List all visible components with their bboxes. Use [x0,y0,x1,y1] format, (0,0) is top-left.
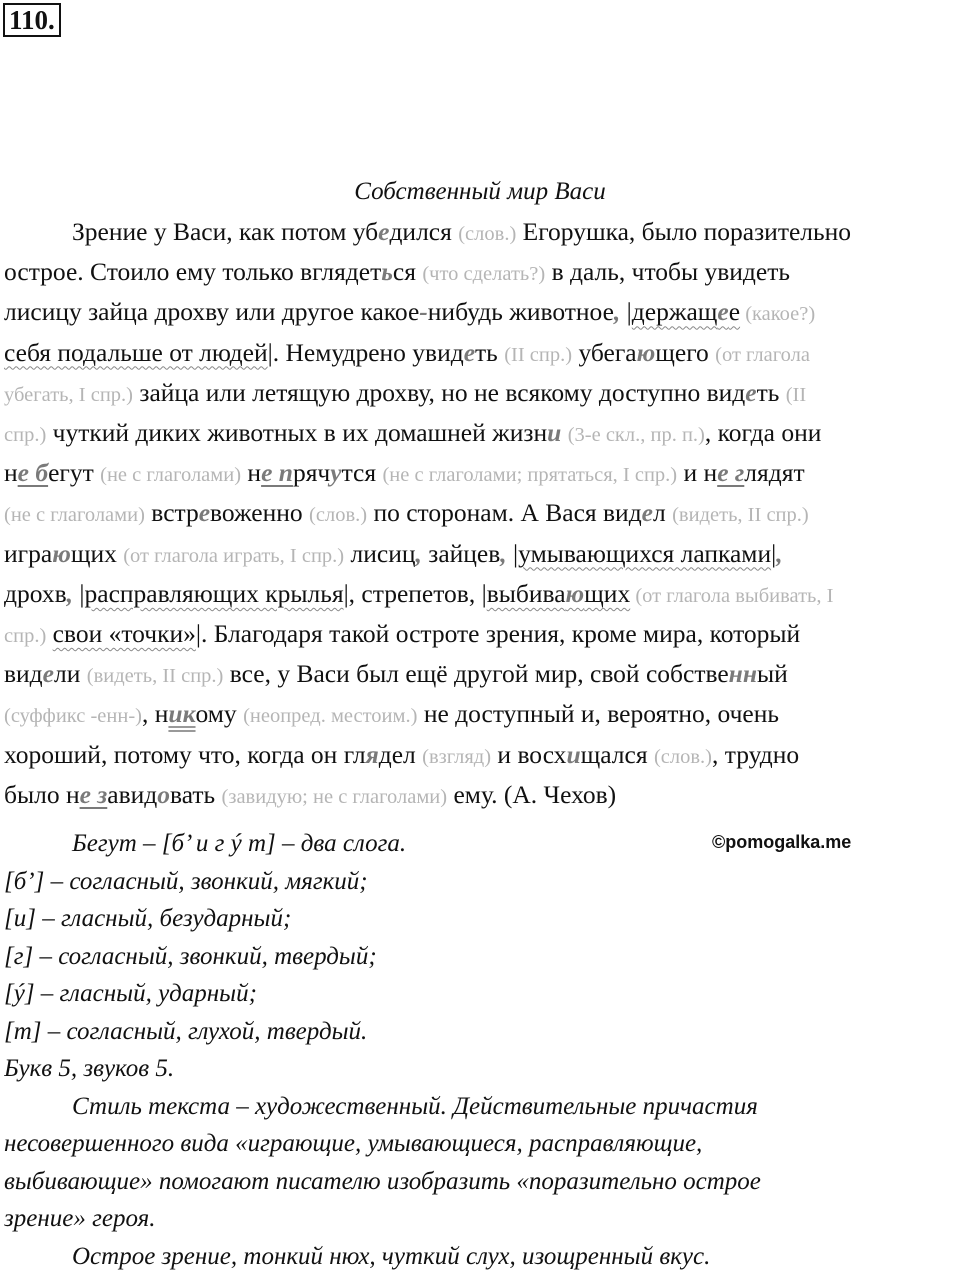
text-segment: | [73,578,85,608]
grammar-hint: (слов.) [458,223,517,245]
grammar-hint: (суффикс -енн-) [4,705,143,728]
text-segment: хороший, потому что, когда он гл [4,739,366,769]
grammar-hint: (от глагола играть, I спр.) [123,544,345,567]
highlighted-letter: е [641,498,653,528]
text-segment: тся [341,458,383,488]
highlighted-letter: держащ [631,297,718,327]
text-segment: ряч [292,458,331,488]
text-line [4,655,958,695]
highlighted-letter: е [198,498,211,528]
highlighted-letter: расправляющих крылья [84,578,344,608]
watermark: ©pomogalka.me [712,832,852,852]
text-segment: ому [195,699,244,729]
text-line [4,374,958,414]
text-segment: |. Немудрено увид [267,337,464,367]
analysis-line: [б’] – согласный, звонкий, мягкий; [4,867,368,895]
analysis-line: [г] – согласный, звонкий, твердый; [4,942,377,970]
grammar-hint: (от глагола выбивать, I [630,584,834,607]
highlighted-letter: , [776,538,783,568]
text-segment: | [620,297,632,327]
text-segment: и восх [491,739,567,769]
highlighted-letter: выбива [486,578,566,608]
text-segment: | [771,538,777,568]
text-segment: щих [70,538,124,568]
text-line [4,776,958,816]
analysis-line: Букв 5, звуков 5. [4,1055,175,1082]
analysis-line: зрение» героя. [4,1205,156,1232]
grammar-hint: (видеть, II спр.) [86,665,224,688]
text-segment: ый [757,659,788,689]
highlighted-letter: ю [565,578,585,608]
grammar-hint: (не с глаголами) [4,504,145,527]
text-segment: ся [392,257,423,287]
text-segment: лисицу зайца дрохву или другое какое [4,297,420,327]
highlighted-letter: свои «точки» [52,619,196,649]
text-segment: в даль, чтобы увидеть [545,257,790,287]
highlighted-letter: , [66,578,74,608]
highlighted-letter: щих [584,578,631,608]
text-line [4,615,958,655]
text-line [4,695,958,735]
highlighted-letter: е [717,297,729,327]
analysis-line: выбивающие» помогают писателю изобразить «поразительно острое [4,1167,761,1195]
analysis-line: [и] – гласный, безударный; [4,905,292,932]
text-segment: , трудно [712,739,800,769]
highlighted-letter: , [500,538,507,568]
text-segment: зайца или летящую дрохву, но не всякому доступно вид [133,377,746,407]
text-segment: щался [580,739,654,769]
grammar-hint: (завидую; не с глаголами) [221,785,448,808]
highlighted-letter: е [463,337,476,367]
text-segment: , когда они [704,418,822,448]
highlighted-letter: е п [261,458,293,488]
text-segment: |, стрепетов, | [343,578,487,608]
grammar-hint: (какое?) [740,303,816,326]
grammar-hint: (3-е скл., пр. п.) [567,424,705,447]
highlighted-letter: ю [636,337,656,367]
text-segment: н [4,458,18,488]
text-segment: и н [677,458,718,488]
text-segment: было н [4,779,80,809]
text-segment: чуткий диких животных в их домашней жизн [46,418,548,448]
analysis-line: Стиль текста – художественный. Действительные причастия [72,1092,758,1120]
text-segment: дрохв [4,578,67,608]
highlighted-letter: е [728,297,741,327]
grammar-hint: (взгляд) [422,745,492,768]
highlighted-letter: у [330,458,342,488]
highlighted-letter: е б [17,458,49,488]
grammar-hint: убегать, I спр.) [4,383,133,406]
text-line [4,736,958,776]
highlighted-letter: е [745,377,757,407]
highlighted-letter: и [566,739,581,769]
text-segment: дился [389,217,459,246]
analysis-line: Острое зрение, тонкий нюх, чуткий слух, изощренный вкус. [72,1242,711,1270]
phonetic-analysis [4,825,958,1275]
text-line [4,575,958,615]
text-segment: | [506,538,519,568]
grammar-hint: (II [785,383,807,406]
grammar-hint: (неопред. местоим.) [243,705,418,728]
text-segment: острое. Стоило ему только вглядет [4,257,382,287]
text-segment: по сторонам. А Вася вид [367,498,642,528]
grammar-hint: (слов.) [309,504,368,527]
text-segment: , н [142,699,169,729]
highlighted-letter: ик [168,699,196,729]
grammar-hint: спр.) [4,424,47,447]
text-line [4,414,958,454]
text-segment: дел [378,739,423,769]
text-line [4,253,958,293]
highlighted-letter: е [378,217,390,246]
text-segment: |. Благодаря такой остроте зрения, кроме мира, который [195,619,801,649]
highlighted-letter: е г [717,458,745,488]
text-segment: все, у Васи был ещё другой мир, свой собстве [223,659,729,689]
text-line [4,494,958,534]
text-line [4,535,958,575]
grammar-hint: (не с глаголами) [100,464,242,487]
text-segment: авид [107,779,158,809]
text-segment: Егорушка, было поразительно [516,217,852,246]
text-segment: воженно [210,498,310,528]
analysis-line: несовершенного вида «играющие, умывающиеся, расправляющие, [4,1130,703,1157]
grammar-hint: (от глагола [715,343,810,366]
grammar-hint: спр.) [4,625,47,648]
text-line [4,293,958,333]
highlighted-letter: ь [381,257,393,287]
text-segment: ть [475,337,505,367]
exercise-number: 110. [3,3,61,37]
text-segment: не доступный и, вероятно, очень [417,699,779,729]
text-segment: егут [48,458,101,488]
analysis-line: Бегут – [б’ и г ý т] – два слога. [72,830,407,857]
text-segment: убега [572,337,637,367]
text-segment: встр [144,498,199,528]
text-segment: ли [54,659,87,689]
text-segment: Зрение у Васи, как потом уб [72,217,379,246]
text-title: Собственный мир Васи [354,178,606,205]
text-line [4,334,958,374]
text-segment: нибудь животное [427,297,614,327]
text-segment: лисиц [344,538,416,568]
text-segment: л [653,498,673,528]
text-segment: ему. (А. Чехов) [447,779,617,809]
highlighted-letter: и [547,418,562,448]
text-segment: вид [4,659,43,689]
analysis-line: [т] – согласный, глухой, твердый. [4,1017,368,1045]
main-text [4,213,958,816]
text-segment: ть [756,377,786,407]
analysis-line: [ý] – гласный, ударный; [4,980,257,1007]
highlighted-letter: е [42,659,54,689]
highlighted-letter: - [419,297,428,327]
text-segment: н [241,458,262,488]
highlighted-letter: себя подальше от людей [4,337,268,367]
text-segment: лядят [744,458,805,488]
grammar-hint: (что сделать?) [422,263,546,286]
text-segment: игра [4,538,53,568]
grammar-hint: (слов.) [653,745,712,768]
text-segment: щего [655,337,716,367]
highlighted-letter: , [613,297,621,327]
highlighted-letter: о [157,779,170,809]
highlighted-letter: умывающихся лапками [518,538,772,568]
grammar-hint: (видеть, II спр.) [672,504,809,527]
grammar-hint: (не с глаголами; прятаться, I спр.) [382,464,678,487]
text-segment: вать [170,779,222,809]
text-segment: зайцев [421,538,501,568]
highlighted-letter: ю [52,538,71,568]
text-line [4,454,958,494]
highlighted-letter: нн [728,659,757,689]
highlighted-letter: , [415,538,422,568]
highlighted-letter: я [365,739,379,769]
grammar-hint: (II спр.) [504,343,573,366]
text-line [4,213,958,253]
highlighted-letter: е з [79,779,108,809]
